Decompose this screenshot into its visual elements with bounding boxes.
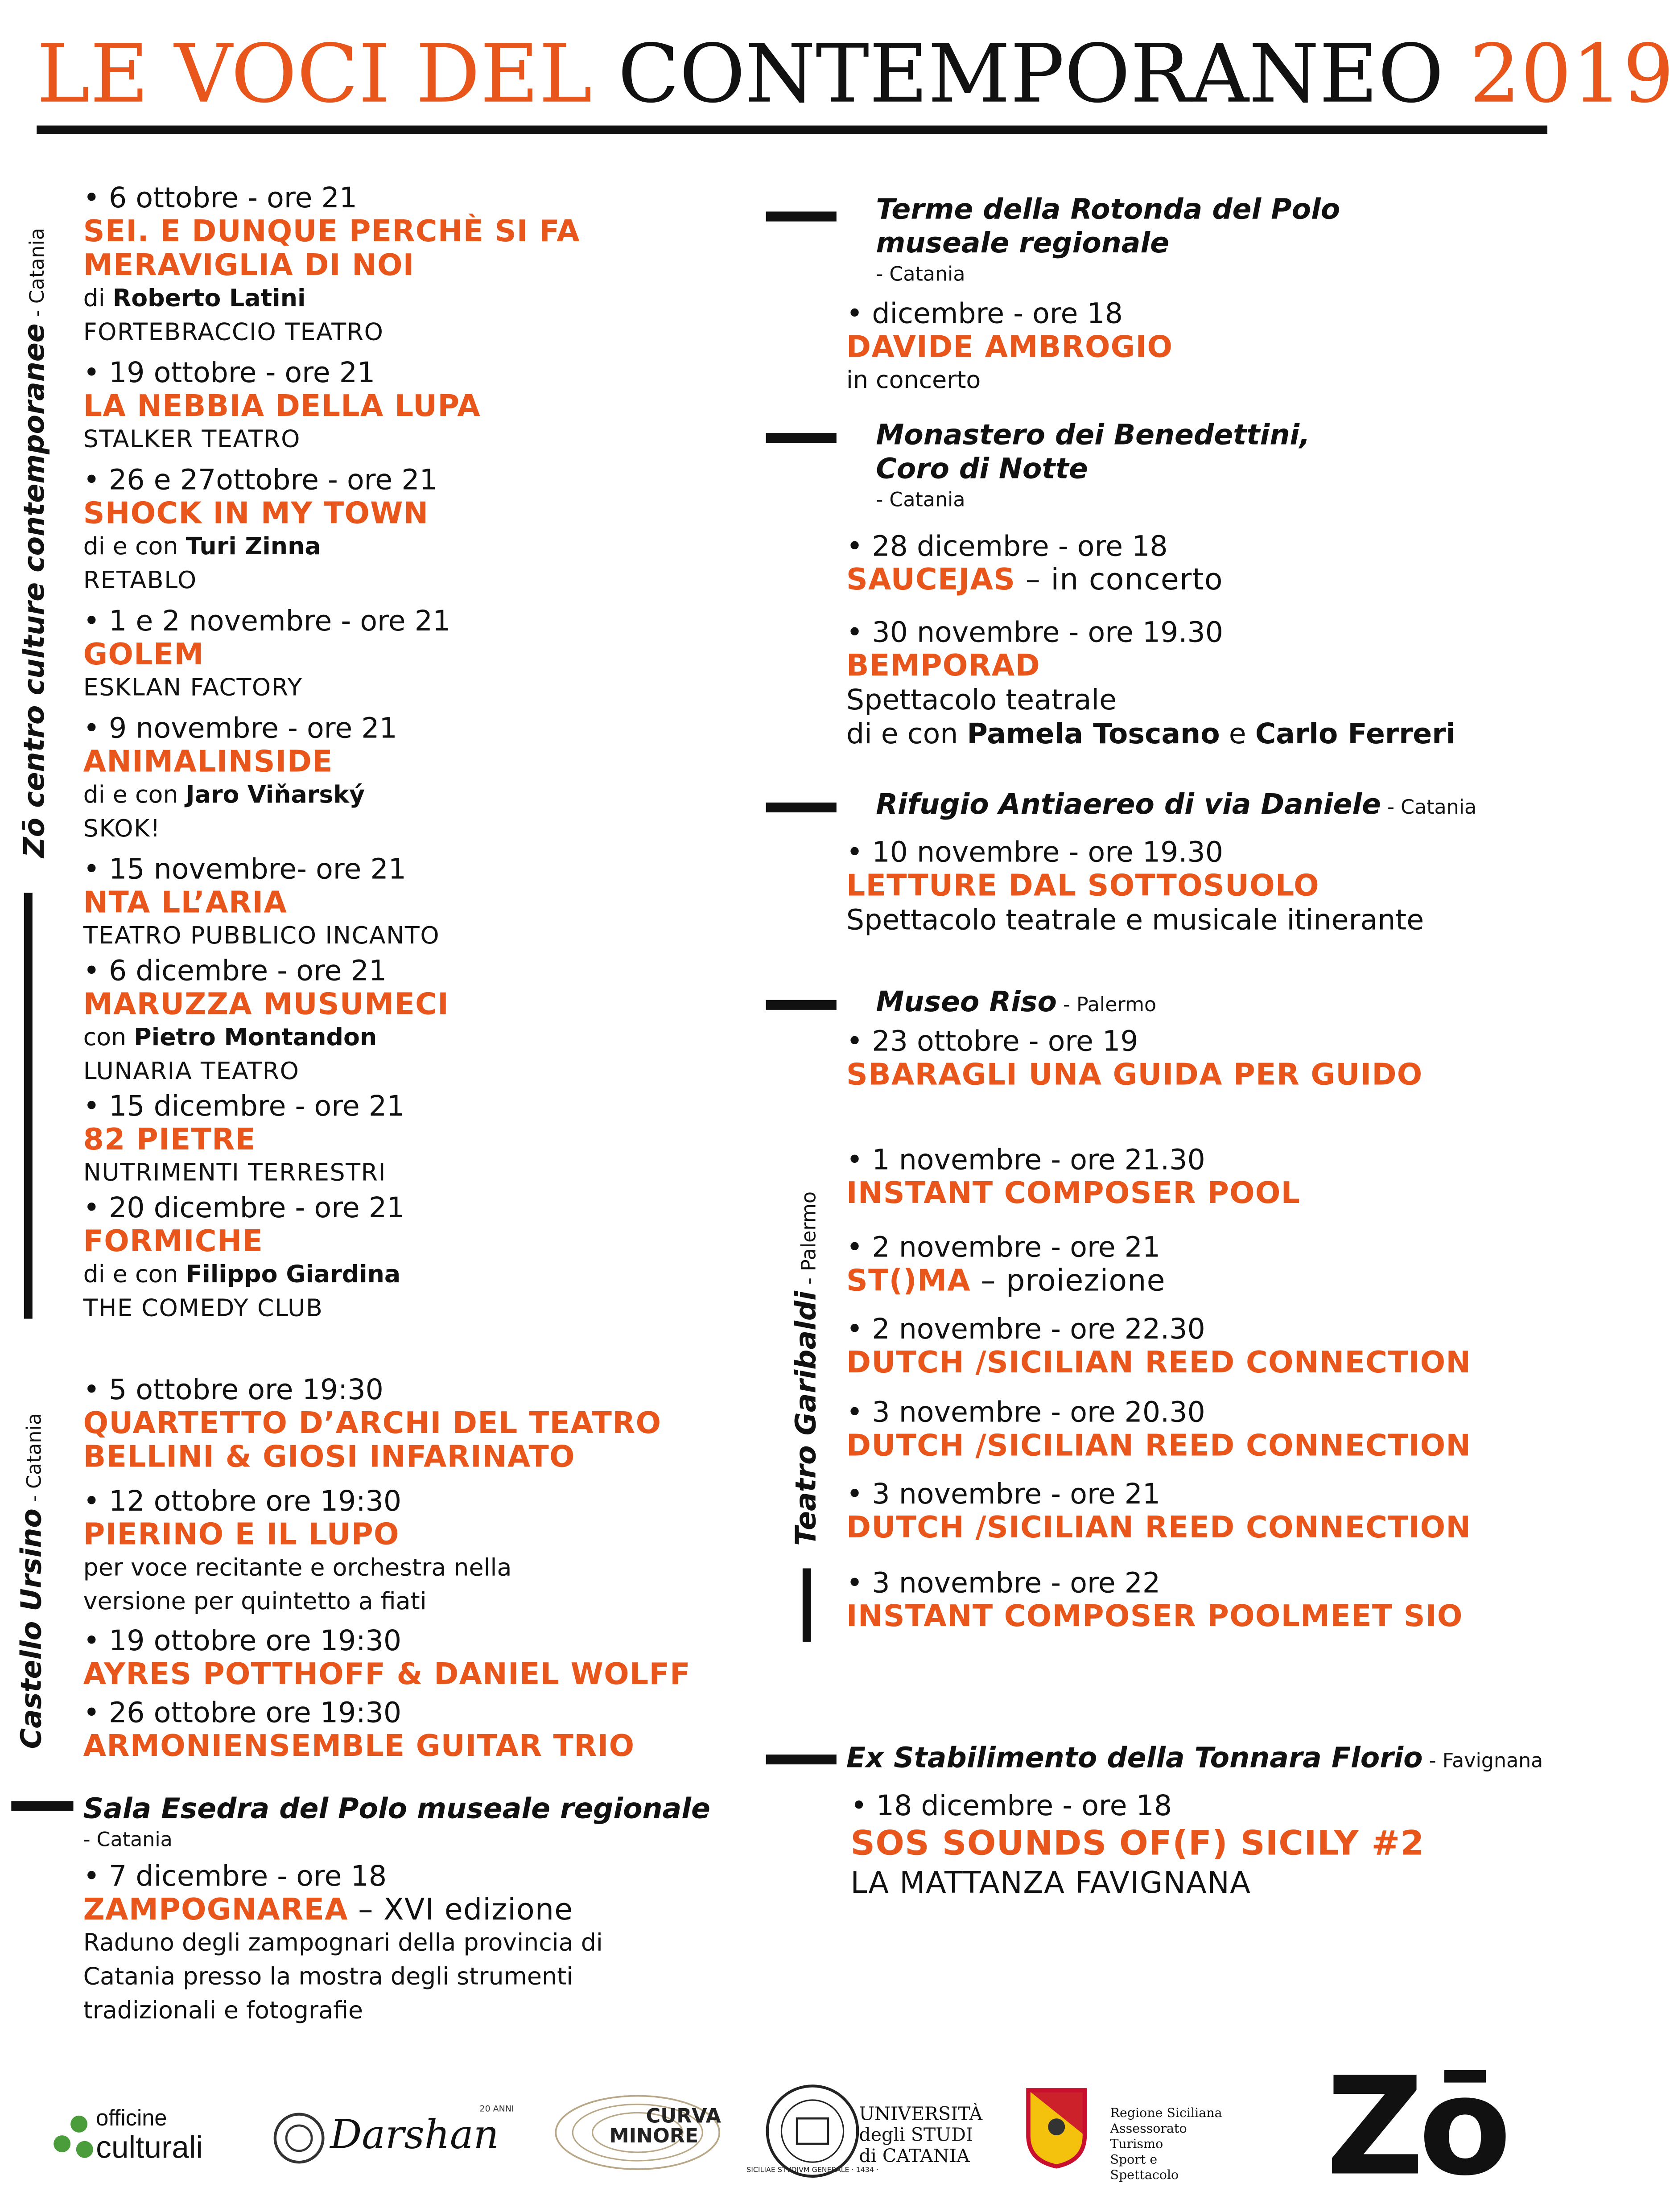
darshan-logo bbox=[271, 2104, 524, 2166]
venue-name: Museo Riso - Palermo bbox=[876, 984, 1157, 1018]
event-description: Raduno degli zampognari della provincia di bbox=[83, 1929, 603, 1958]
garibaldi-vertical-bar bbox=[803, 1568, 811, 1641]
event-title: ZAMPOGNAREA – XVI edizione bbox=[83, 1893, 573, 1927]
event-date: • 28 dicembre - ore 18 bbox=[846, 529, 1168, 563]
zo-location: - Catania bbox=[27, 228, 49, 324]
event-date: • 5 ottobre ore 19:30 bbox=[83, 1372, 383, 1406]
event-title: INSTANT COMPOSER POOLMEET SIO bbox=[846, 1599, 1463, 1633]
darshan-text: Darshan bbox=[330, 2111, 499, 2158]
event-title: PIERINO E IL LUPO bbox=[83, 1517, 400, 1552]
tonnara-events bbox=[850, 1788, 1424, 1901]
event-date: • 3 novembre - ore 20.30 bbox=[846, 1395, 1205, 1429]
event-title: BEMPORAD bbox=[846, 649, 1041, 683]
venue-name: museale regionale bbox=[876, 226, 1170, 260]
event-date: • 30 novembre - ore 19.30 bbox=[846, 615, 1223, 649]
title-rule bbox=[37, 126, 1547, 134]
event-description: per voce recitante e orchestra nella bbox=[83, 1554, 512, 1583]
event-date: • 19 ottobre ore 19:30 bbox=[83, 1623, 402, 1657]
event-company: SKOK! bbox=[83, 815, 161, 844]
event-date: • 23 ottobre - ore 19 bbox=[846, 1024, 1138, 1058]
event-date: • 19 ottobre - ore 21 bbox=[83, 355, 375, 390]
event-date: • 1 e 2 novembre - ore 21 bbox=[83, 603, 451, 638]
event-title: SOS SOUNDS OF(F) SICILY #2 bbox=[850, 1824, 1425, 1863]
event-credit: di e con Jaro Viňarský bbox=[83, 781, 365, 810]
darshan-note: 20 ANNI bbox=[479, 2104, 514, 2114]
venue-name: Coro di Notte bbox=[876, 451, 1088, 486]
venue-name: Terme della Rotonda del Polo bbox=[876, 192, 1340, 226]
event-date: • 12 ottobre ore 19:30 bbox=[83, 1483, 402, 1518]
venue-name: Rifugio Antiaereo di via Daniele - Catania bbox=[876, 787, 1477, 821]
zo-vertical-label bbox=[17, 228, 55, 857]
event-date: • 2 novembre - ore 22.30 bbox=[846, 1311, 1205, 1346]
monastero-events bbox=[846, 529, 1455, 750]
event-credit: di e con Pamela Toscano e Carlo Ferreri bbox=[846, 716, 1456, 750]
event-title: SBARAGLI UNA GUIDA PER GUIDO bbox=[846, 1058, 1423, 1092]
zo-events bbox=[83, 181, 580, 1326]
event-title: AYRES POTTHOFF & DANIEL WOLFF bbox=[83, 1657, 691, 1691]
riso-dash bbox=[766, 1000, 837, 1010]
venue-location: - Catania bbox=[876, 264, 965, 287]
event-title: ST()MA – proiezione bbox=[846, 1264, 1166, 1298]
unict-seal-icon bbox=[746, 2082, 878, 2180]
event-description: tradizionali e fotografie bbox=[83, 1997, 363, 2026]
event-date: • 1 novembre - ore 21.30 bbox=[846, 1142, 1205, 1177]
regione-text: Regione Siciliana Assessorato Turismo Sport e Spettacolo bbox=[1110, 2107, 1222, 2183]
event-title: INSTANT COMPOSER POOL bbox=[846, 1176, 1301, 1211]
event-company: RETABLO bbox=[83, 567, 197, 595]
minore-text: MINORE bbox=[609, 2125, 699, 2148]
culturali-text: culturali bbox=[96, 2130, 203, 2165]
venue-location: - Catania bbox=[83, 1829, 173, 1852]
event-title: ARMONIENSEMBLE GUITAR TRIO bbox=[83, 1729, 635, 1763]
event-title: DUTCH /SICILIAN REED CONNECTION bbox=[846, 1510, 1472, 1545]
title-part1: LE VOCI DEL bbox=[37, 28, 618, 122]
trinacria-icon bbox=[1026, 2088, 1088, 2169]
event-title: SHOCK IN MY TOWN bbox=[83, 496, 429, 531]
sponsor-logos bbox=[0, 2047, 1564, 2212]
venue-name: Monastero dei Benedettini, bbox=[876, 417, 1311, 452]
officine-text: officine bbox=[96, 2107, 167, 2131]
event-credit: di Roberto Latini bbox=[83, 284, 306, 313]
poster-title bbox=[37, 23, 1674, 127]
event-credit: di e con Filippo Giardina bbox=[83, 1260, 401, 1289]
esedra-section bbox=[83, 1791, 710, 2028]
event-description: versione per quintetto a fiati bbox=[83, 1588, 427, 1617]
event-date: • 15 novembre- ore 21 bbox=[83, 852, 406, 886]
garibaldi-vertical-label bbox=[788, 1191, 826, 1546]
darshan-seal-icon bbox=[271, 2110, 327, 2167]
event-title: FORMICHE bbox=[83, 1224, 264, 1258]
garibaldi-location: - Palermo bbox=[798, 1191, 821, 1291]
event-title: QUARTETTO D’ARCHI DEL TEATRO bbox=[83, 1406, 662, 1440]
unict-text: UNIVERSITÀ degli STUDI di CATANIA bbox=[859, 2104, 983, 2168]
event-description: LA MATTANZA FAVIGNANA bbox=[850, 1866, 1251, 1900]
event-date: • 2 novembre - ore 21 bbox=[846, 1230, 1161, 1264]
event-date: • 15 dicembre - ore 21 bbox=[83, 1088, 405, 1123]
event-title: DAVIDE AMBROGIO bbox=[846, 330, 1173, 364]
garibaldi-label: Teatro Garibaldi bbox=[788, 1291, 823, 1546]
event-title: MARUZZA MUSUMECI bbox=[83, 987, 449, 1022]
officine-culturali-logo bbox=[51, 2107, 248, 2169]
event-company: LUNARIA TEATRO bbox=[83, 1058, 300, 1086]
event-company: ESKLAN FACTORY bbox=[83, 674, 303, 703]
esedra-dash bbox=[11, 1801, 73, 1811]
zo-vertical-bar bbox=[24, 893, 33, 1318]
event-title: ANIMALINSIDE bbox=[83, 745, 333, 779]
event-title: GOLEM bbox=[83, 637, 204, 671]
unict-logo bbox=[746, 2079, 989, 2186]
title-year: 2019 bbox=[1443, 28, 1674, 122]
rifugio-dash bbox=[766, 803, 837, 812]
zo-logo bbox=[1326, 2047, 1523, 2206]
rifugio-venue bbox=[876, 787, 1476, 825]
tonnara-dash bbox=[766, 1755, 837, 1764]
event-date: • 3 novembre - ore 21 bbox=[846, 1476, 1161, 1511]
terme-venue bbox=[876, 192, 1340, 290]
event-credit: con Pietro Montandon bbox=[83, 1024, 377, 1052]
garibaldi-events bbox=[846, 1142, 1471, 1633]
event-date: • dicembre - ore 18 bbox=[846, 296, 1123, 330]
event-date: • 9 novembre - ore 21 bbox=[83, 711, 397, 745]
event-description: in concerto bbox=[846, 367, 981, 395]
event-description: Spettacolo teatrale bbox=[846, 682, 1117, 717]
event-credit: di e con Turi Zinna bbox=[83, 533, 321, 561]
riso-venue bbox=[876, 984, 1156, 1022]
venue-location: - Catania bbox=[876, 489, 965, 512]
event-title: MERAVIGLIA DI NOI bbox=[83, 248, 415, 282]
rifugio-events bbox=[846, 835, 1424, 937]
monastero-venue bbox=[876, 417, 1310, 516]
event-title: LA NEBBIA DELLA LUPA bbox=[83, 389, 481, 423]
title-part2: CONTEMPORANEO bbox=[618, 28, 1444, 122]
event-date: • 20 dicembre - ore 21 bbox=[83, 1190, 405, 1224]
event-title: SAUCEJAS – in concerto bbox=[846, 563, 1223, 597]
regione-siciliana-logo bbox=[1026, 2088, 1223, 2181]
zo-label: Zō centro culture contemporanee bbox=[16, 323, 51, 858]
terme-events bbox=[846, 296, 1173, 398]
event-title: 82 PIETRE bbox=[83, 1122, 256, 1157]
riso-events bbox=[846, 1024, 1423, 1092]
event-title: BELLINI & GIOSI INFARINATO bbox=[83, 1440, 575, 1474]
curva-minore-logo bbox=[544, 2076, 728, 2189]
event-company: STALKER TEATRO bbox=[83, 426, 301, 454]
venue-name: Sala Esedra del Polo museale regionale bbox=[83, 1791, 710, 1825]
venue-name: Ex Stabilimento della Tonnara Florio - Favignana bbox=[846, 1740, 1543, 1775]
event-date: • 6 dicembre - ore 21 bbox=[83, 953, 387, 988]
event-title: DUTCH /SICILIAN REED CONNECTION bbox=[846, 1345, 1472, 1380]
event-date: • 3 novembre - ore 22 bbox=[846, 1565, 1161, 1600]
event-date: • 7 dicembre - ore 18 bbox=[83, 1859, 387, 1893]
event-date: • 6 ottobre - ore 21 bbox=[83, 180, 358, 214]
ursino-location: - Catania bbox=[24, 1413, 47, 1509]
event-date: • 26 ottobre ore 19:30 bbox=[83, 1695, 402, 1730]
curva-text: CURVA bbox=[646, 2105, 721, 2129]
event-date: • 10 novembre - ore 19.30 bbox=[846, 835, 1223, 869]
ursino-vertical-label bbox=[14, 1413, 52, 1749]
event-date: • 18 dicembre - ore 18 bbox=[850, 1788, 1172, 1822]
event-company: THE COMEDY CLUB bbox=[83, 1294, 323, 1323]
terme-dash bbox=[766, 211, 837, 221]
event-company: TEATRO PUBBLICO INCANTO bbox=[83, 922, 440, 951]
officine-dots-icon bbox=[51, 2113, 99, 2163]
monastero-dash bbox=[766, 433, 837, 443]
event-company: NUTRIMENTI TERRESTRI bbox=[83, 1159, 387, 1188]
event-title: LETTURE DAL SOTTOSUOLO bbox=[846, 869, 1319, 903]
event-description: Catania presso la mostra degli strumenti bbox=[83, 1963, 573, 1992]
event-title: SEI. E DUNQUE PERCHÈ SI FA bbox=[83, 214, 580, 248]
event-title: DUTCH /SICILIAN REED CONNECTION bbox=[846, 1429, 1472, 1463]
ursino-events bbox=[83, 1372, 691, 1763]
ursino-label: Castello Ursino bbox=[14, 1508, 48, 1749]
event-company: FORTEBRACCIO TEATRO bbox=[83, 318, 384, 347]
event-date: • 26 e 27ottobre - ore 21 bbox=[83, 462, 437, 497]
unict-seal-text: SICILIAE STVDIVM GENERALE · 1434 · bbox=[746, 2165, 878, 2174]
event-title: NTA LL’ARIA bbox=[83, 886, 288, 920]
zo-text: Zō bbox=[1326, 2047, 1506, 2206]
event-description: Spettacolo teatrale e musicale itinerante bbox=[846, 902, 1424, 937]
tonnara-venue bbox=[846, 1740, 1543, 1778]
